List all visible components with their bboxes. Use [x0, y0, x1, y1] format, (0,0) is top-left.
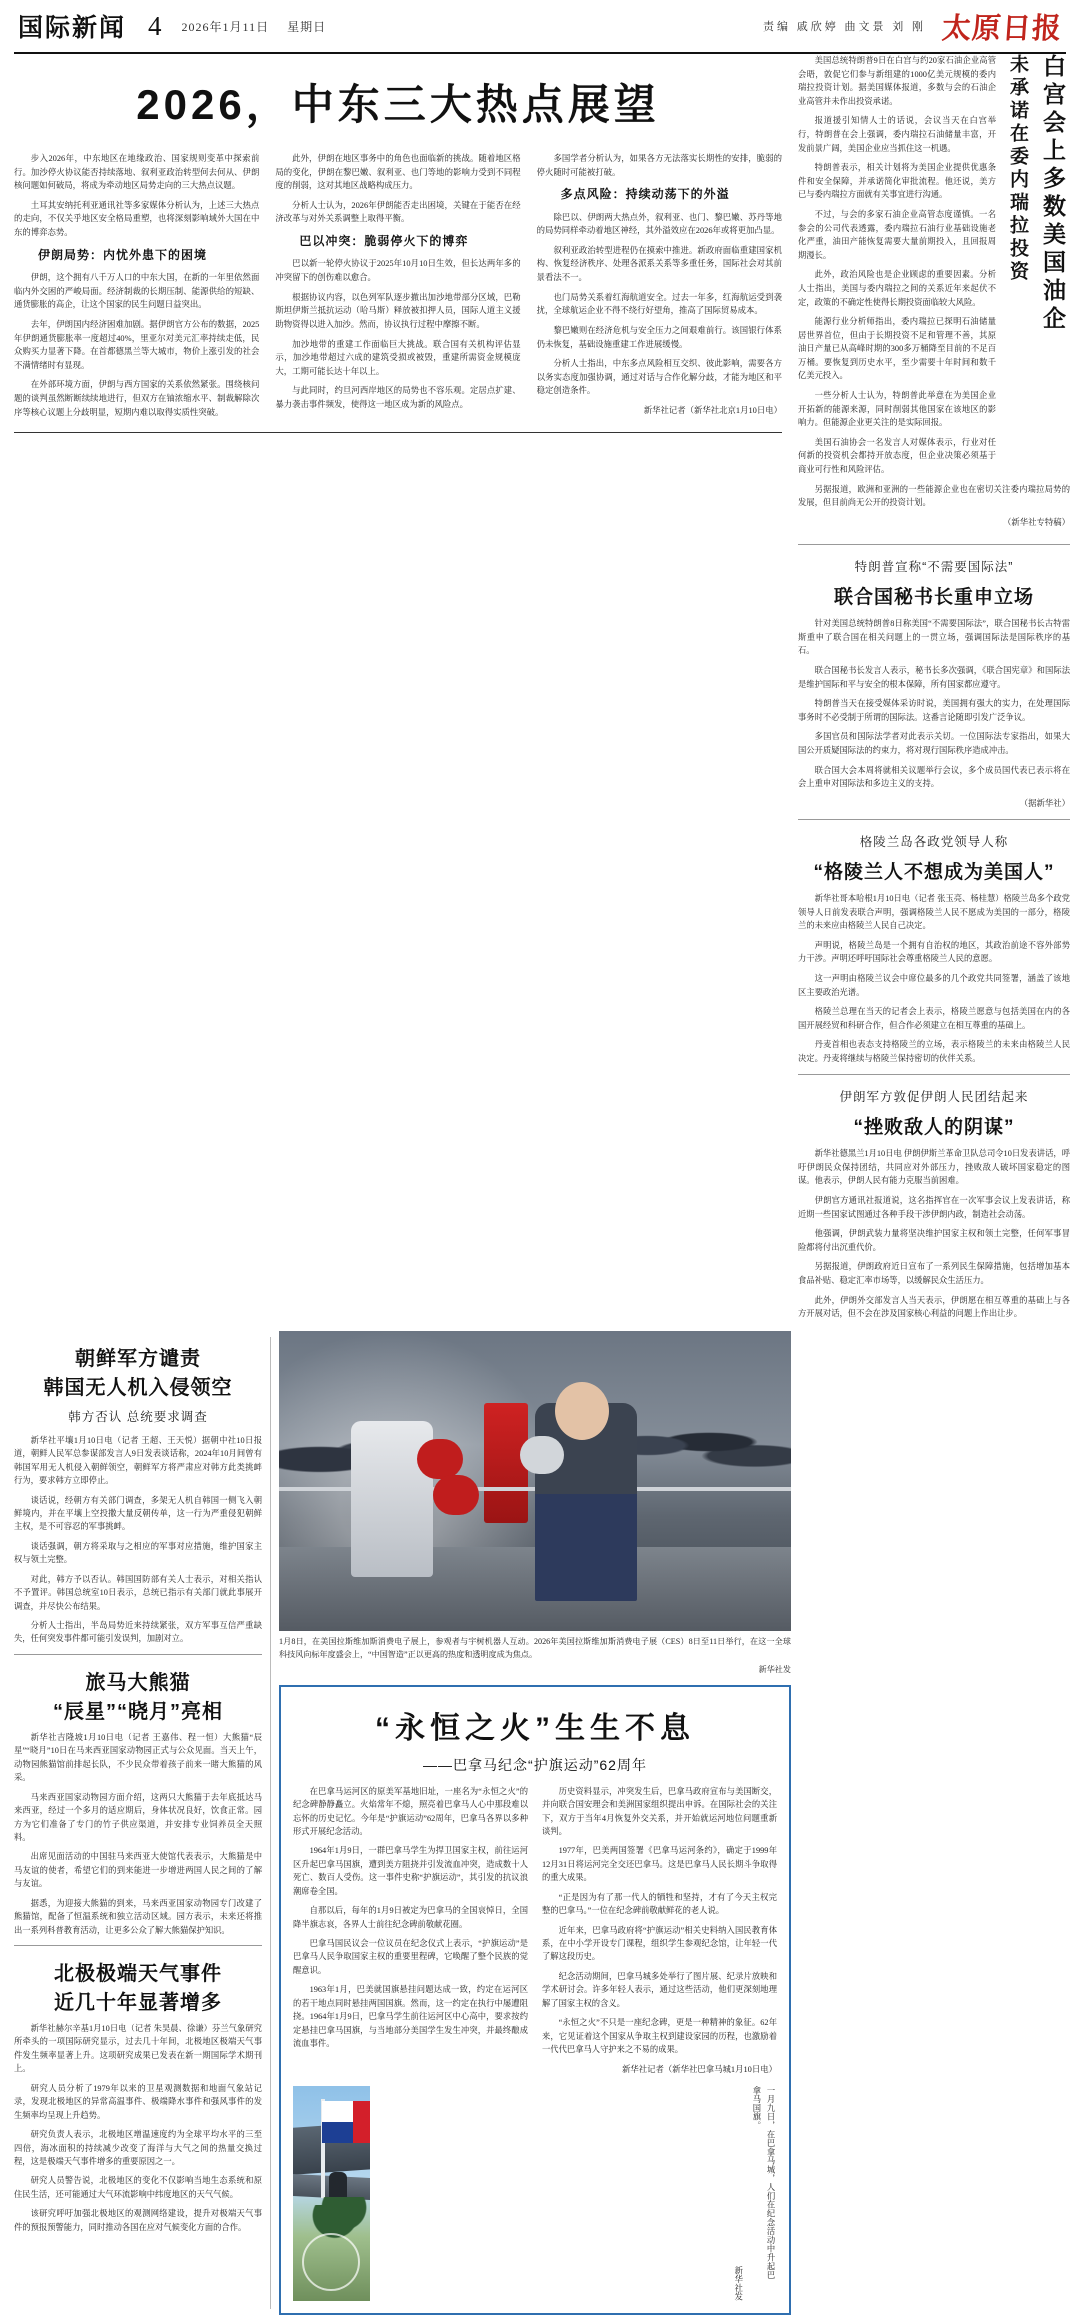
paragraph: 新华社德黑兰1月10日电 伊朗伊斯兰革命卫队总司令10日发表讲话，呼吁伊朗民众保持团结，共同应对外部压力，挫败敌人破坏国家稳定的图谋。他表示，伊朗人民有能力克服当前困难。: [798, 1149, 1070, 1186]
lead-paragraph: 与此同时，约旦河西岸地区的局势也不容乐观。定居点扩建、暴力袭击事件频发，使得这一地区成为新的风险点。: [275, 386, 521, 409]
paragraph: 谈话强调，朝方将采取与之相应的军事对应措施，维护国家主权与领土完整。: [14, 1541, 262, 1565]
feature-byline: 新华社记者（新华社巴拿马城1月10日电）: [622, 2064, 777, 2074]
paragraph: 出席见面活动的中国驻马来西亚大使馆代表表示，大熊猫是中马友谊的使者，希望它们的到来能进一步增进两国人民之间的了解与友谊。: [14, 1852, 262, 1889]
newspaper-logo: 太原日报: [940, 12, 1063, 45]
paragraph: 声明说，格陵兰岛是一个拥有自治权的地区，其政治前途不容外部势力干涉。声明还呼吁国际社会尊重格陵兰人民的意愿。: [798, 940, 1070, 964]
paragraph: 特朗普当天在接受媒体采访时说，美国拥有强大的实力，在处理国际事务时不必受制于所谓的国际法。这番言论随即引发广泛争议。: [798, 699, 1070, 722]
lead-headline: 2026，中东三大热点展望: [136, 81, 660, 128]
paragraph: 联合国大会本周将就相关议题举行会议，多个成员国代表已表示将在会上重申对国际法和多边主义的支持。: [798, 765, 1070, 789]
paragraph: 针对美国总统特朗普8日称美国“不需要国际法”，联合国秘书长古特雷斯重申了联合国在相关问题上的一贯立场，强调国际法是国际秩序的基石。: [798, 619, 1070, 656]
lead-paragraph: 步入2026年，中东地区在地缘政治、国家规则变革中探索前行。加沙停火协议能否持续落地、叙利亚政治转型何去何从、伊朗核问题如何破局，将成为牵动地区局势走向的三大热点议题。: [14, 154, 260, 191]
paragraph: 巴拿马国民议会一位议员在纪念仪式上表示，“护旗运动”是巴拿马人民争取国家主权的重要里程碑，它唤醒了整个民族的觉醒意识。: [293, 1939, 528, 1975]
lead-paragraph: 根据协议内容，以色列军队逐步撤出加沙地带部分区域，巴勒斯坦伊斯兰抵抗运动（哈马斯）释放被扣押人员，国际人道主义援助物资得以进入加沙。然而，协议执行过程中摩擦不断。: [275, 292, 521, 329]
article-body: [798, 617, 1070, 810]
paragraph: 纪念活动期间，巴拿马城多处举行了图片展、纪录片放映和学术研讨会。许多年轻人表示，通过这些活动，他们更深刻地理解了国家主权的含义。: [542, 1971, 777, 2008]
lead-paragraph: 土耳其安纳托利亚通讯社等多家媒体分析认为，上述三大热点的走向，不仅关乎地区安全格局重塑，也将深刻影响域外大国在中东的博弈态势。: [14, 200, 260, 238]
paragraph: 报道援引知情人士的话说，会议当天在白宫举行，特朗普在会上强调，委内瑞拉石油储量丰富，开发前景广阔，美国企业应当抓住这一机遇。: [798, 116, 996, 153]
feature-body: [293, 1785, 777, 2076]
paragraph: 新华社哥本哈根1月10日电（记者 张玉亮、杨桂慧）格陵兰岛多个政党领导人日前发表联合声明，强调格陵兰人民不愿成为美国的一部分，格陵兰的未来应由格陵兰人民自己决定。: [798, 894, 1070, 931]
whitehouse-title-sub: 未承诺在委内瑞拉投资: [1007, 54, 1028, 284]
paragraph: 另据报道，欧洲和亚洲的一些能源企业也在密切关注委内瑞拉局势的发展，但目前尚无公开的投资计划。: [798, 484, 1070, 508]
lead-byline: 新华社记者（新华社北京1月10日电）: [643, 405, 782, 415]
article-arctic-weather: [14, 1960, 262, 2234]
article-title-line1: 朝鲜军方谴责: [75, 1347, 201, 1370]
feature-subtitle: ——巴拿马纪念“护旗运动”62周年: [423, 1756, 647, 1773]
divider: [14, 1654, 262, 1655]
panama-flag-photo: [293, 2086, 370, 2301]
lead-paragraph: 叙利亚政治转型进程仍在摸索中推进。新政府面临重建国家机构、恢复经济秩序、处理各派系关系等多重任务，国际社会对其前景看法不一。: [536, 245, 782, 283]
paragraph: 马来西亚国家动物园方面介绍，这两只大熊猫于去年底抵达马来西亚，经过一个多月的适应期后，身体状况良好，饮食正常。园方为它们准备了专门的竹子供应渠道，并安排专业饲养员全天照料。: [14, 1792, 262, 1842]
article-un-secretary-general: [798, 557, 1070, 811]
lead-paragraph: 在外部环境方面，伊朗与西方国家的关系依然紧张。围绕核问题的谈判虽然断断续续地进行，但双方在铀浓缩水平、制裁解除次序等核心议题上分歧明显，短期内难以取得实质性突破。: [14, 380, 260, 417]
lead-subheading: 伊朗局势：内忧外患下的困境: [38, 247, 208, 262]
photo-boxing-glove: [520, 1436, 564, 1474]
whitehouse-vertical-title: [1004, 54, 1070, 454]
paragraph: 多国官员和国际法学者对此表示关切。一位国际法专家指出，如果大国公开质疑国际法的约束力，将对现行国际秩序造成冲击。: [798, 732, 1070, 755]
feature-title: “永恒之火”生生不息: [375, 1711, 695, 1745]
article-title: [14, 1960, 262, 2018]
paragraph: 该研究呼吁加强北极地区的观测网络建设，提升对极端天气事件的预报预警能力，同时推动各国在应对气候变化方面的合作。: [14, 2209, 262, 2232]
left-column: [14, 1331, 262, 2315]
section-title: 国际新闻: [18, 14, 127, 42]
lead-paragraph: 此外，伊朗在地区事务中的角色也面临新的挑战。随着地区格局的变化，伊朗在黎巴嫩、叙利亚、也门等地的影响力受到不同程度的削弱，这对其地区战略构成压力。: [275, 154, 521, 191]
article-kicker: 特朗普宣称“不需要国际法”: [854, 559, 1014, 574]
article-panda: [14, 1669, 262, 1937]
article-kicker: 格陵兰岛各政党领导人称: [859, 834, 1009, 849]
paragraph: 能源行业分析师指出，委内瑞拉已探明石油储量居世界首位，但由于长期投资不足和管理不善，其原油日产量已从高峰时期的300多万桶降至目前的不足百万桶。要恢复到历史水平，至少需要十年时间和数千亿美元投入。: [798, 317, 996, 381]
feature-photo-block: [293, 2086, 777, 2301]
lead-paragraph: 加沙地带的重建工作面临巨大挑战。联合国有关机构评估显示，加沙地带超过六成的建筑受损或被毁，重建所需资金规模庞大，工期可能长达十年以上。: [275, 339, 521, 376]
paragraph: 1977年，巴美两国签署《巴拿马运河条约》，确定于1999年12月31日将运河完全交还巴拿马。这是巴拿马人民长期斗争取得的重大成果。: [542, 1846, 777, 1883]
paragraph: 自那以后，每年的1月9日被定为巴拿马的全国哀悼日，全国降半旗志哀，各界人士前往纪念碑前敬献花圈。: [293, 1906, 528, 1929]
article-title-line2: 近几十年显著增多: [54, 1992, 222, 2014]
divider: [798, 819, 1070, 820]
paragraph: 谈话说，经朝方有关部门调查，多架无人机自韩国一侧飞入朝鲜境内，并在平壤上空投撒大量反朝传单，这一行为严重侵犯朝鲜主权，是不可容忍的军事挑衅。: [14, 1495, 262, 1532]
photo-human-head: [555, 1382, 609, 1440]
right-column: [798, 54, 1070, 1327]
article-body: [14, 1731, 262, 1937]
divider: [14, 1945, 262, 1946]
masthead: [14, 0, 1066, 54]
photo-boxing-glove: [417, 1439, 463, 1479]
photo-caption: 1月8日，在美国拉斯维加斯消费电子展上，参观者与宇树机器人互动。2026年美国拉斯维加斯消费电子展（CES）8日至11日举行，在这一全球科技风向标年度盛会上，“中国智造”正以更高的热度和透明度成为焦点。: [279, 1636, 791, 1659]
paragraph: 此外，伊朗外交部发言人当天表示，伊朗愿在相互尊重的基础上与各方开展对话，但不会在涉及国家核心利益的问题上作出让步。: [798, 1295, 1070, 1319]
article-title-line1: 北极极端天气事件: [54, 1963, 222, 1985]
divider: [14, 432, 782, 433]
article-title: “格陵兰人不想成为美国人”: [813, 861, 1055, 883]
feature-photo-caption-block: [378, 2086, 777, 2301]
photo-humanoid-robot: [351, 1421, 433, 1577]
paragraph: 新华社平壤1月10日电（记者 王超、王天悦）据朝中社10日报道，朝鲜人民军总参谋部发言人9日发表谈话称，2024年10月间曾有韩国军用无人机侵入朝鲜领空，朝鲜军方将严肃应对韩方此类挑衅行为，要求韩方立即停止。: [14, 1435, 262, 1486]
article-byline: （新华社专特稿）: [1003, 517, 1070, 527]
paragraph: 此外，政治风险也是企业顾虑的重要因素。分析人士指出，美国与委内瑞拉之间的关系近年来起伏不定，政策的不确定性使得长期投资面临较大风险。: [798, 270, 996, 307]
paragraph: 美国石油协会一名发言人对媒体表示，行业对任何新的投资机会都持开放态度，但企业决策必须基于商业可行性和风险评估。: [798, 437, 996, 475]
article-title-line1: 旅马大熊猫: [85, 1671, 191, 1694]
paragraph: 格陵兰总理在当天的记者会上表示，格陵兰愿意与包括美国在内的各国开展经贸和科研合作，但合作必须建立在相互尊重的基础上。: [798, 1007, 1070, 1030]
lead-subheading: 多点风险：持续动荡下的外溢: [560, 187, 730, 202]
article-title: [14, 1669, 262, 1727]
lead-paragraph: 除巴以、伊朗两大热点外，叙利亚、也门、黎巴嫩、苏丹等地的局势同样牵动着地区神经，其外溢效应在2026年或将更加凸显。: [536, 212, 782, 236]
feature-photo-credit: 新华社发: [733, 2265, 743, 2302]
paragraph: 特朗普表示，相关计划将为美国企业提供优惠条件和安全保障，并承诺简化审批流程。他还说，美方已与委内瑞拉方面就有关事宜进行沟通。: [798, 163, 996, 200]
photo-watermark-seal: [302, 2233, 360, 2291]
lead-paragraph: 也门局势关系着红海航道安全。过去一年多，红海航运受到袭扰，全球航运企业不得不绕行好望角，推高了国际贸易成本。: [536, 292, 782, 316]
editor-credits: 责编 戚欣婷 曲文景 刘 刚: [762, 21, 926, 33]
article-title: [14, 1345, 262, 1403]
lead-article: [14, 54, 782, 1327]
paragraph: 在巴拿马运河区的原美军基地旧址，一座名为“永恒之火”的纪念碑静静矗立。火焰常年不熄，照亮着巴拿马人心中那段难以忘怀的历史记忆。今年是“护旗运动”62周年，巴拿马各界以多种形式开展纪念活动。: [293, 1786, 528, 1836]
robot-boxing-photo: [279, 1331, 791, 1631]
paragraph: 一些分析人士认为，特朗普此举意在为美国企业开拓新的能源来源，同时削弱其他国家在该地区的影响力。但能源企业更关注的是实际回报。: [798, 391, 996, 428]
photo-panama-flag: [322, 2101, 371, 2143]
article-body: [798, 892, 1070, 1066]
paragraph: 研究人员分析了1979年以来的卫星观测数据和地面气象站记录，发现北极地区的异常高温事件、极端降水事件和强风事件的发生频率均呈现上升趋势。: [14, 2083, 262, 2120]
article-title-line2: “辰星”“晓月”亮相: [53, 1700, 223, 1723]
lead-paragraph: 黎巴嫩则在经济危机与安全压力之间艰难前行。该国银行体系仍未恢复，基础设施重建工作进展缓慢。: [536, 325, 782, 349]
paragraph: 丹麦首相也表态支持格陵兰的立场，表示格陵兰的未来由格陵兰人民决定。丹麦将继续与格陵兰保持密切的伙伴关系。: [798, 1040, 1070, 1064]
paragraph: 不过，与会的多家石油企业高管态度谨慎。一名参会的公司代表透露，委内瑞拉石油行业基础设施老化严重，油田产能恢复需要大量前期投入，且回报周期漫长。: [798, 209, 996, 260]
article-byline: （据新华社）: [1019, 798, 1070, 808]
paragraph: 1963年1月，巴美就国旗悬挂问题达成一致，约定在运河区的若干地点同时悬挂两国国旗。然而，这一约定在执行中屡遭阻挠。1964年1月9日，巴拿马学生前往运河区中心高中，要求按约定悬挂巴拿马国旗，与当地部分美国学生发生冲突，并最终酿成流血事件。: [293, 1985, 528, 2049]
paragraph: “正是因为有了那一代人的牺牲和坚持，才有了今天主权完整的巴拿马。”一位在纪念碑前敬献鲜花的老人说。: [542, 1892, 777, 1916]
article-body: [14, 1434, 262, 1646]
page-number: 4: [148, 10, 162, 41]
article-dprk-drone: [14, 1345, 262, 1646]
vertical-divider: [270, 1337, 271, 2309]
paragraph: 另据报道，伊朗政府近日宣布了一系列民生保障措施，包括增加基本食品补贴、稳定汇率市场等，以缓解民众生活压力。: [798, 1262, 1070, 1285]
paragraph: 据悉，为迎接大熊猫的到来，马来西亚国家动物园专门改建了熊猫馆，配备了恒温系统和独立活动区域。园方表示，未来还将推出一系列科普教育活动，让更多公众了解大熊猫保护知识。: [14, 1898, 262, 1935]
photo-boxing-glove: [433, 1475, 479, 1515]
lead-body: [14, 152, 782, 422]
article-iran-military: [798, 1087, 1070, 1321]
article-body: [14, 2022, 262, 2234]
article-subtitle: 韩方否认 总统要求调查: [68, 1409, 208, 1424]
article-title-line2: 韩国无人机入侵领空: [43, 1376, 233, 1399]
lead-paragraph: 多国学者分析认为，如果各方无法落实长期性的安排，脆弱的停火随时可能被打破。: [536, 154, 782, 177]
paragraph: “永恒之火”不只是一座纪念碑，更是一种精神的象征。62年来，它见证着这个国家从争取主权到建设家园的历程，也激励着一代代巴拿马人守护来之不易的成果。: [542, 2018, 777, 2055]
middle-column: [279, 1331, 791, 2315]
paragraph: 1964年1月9日，一群巴拿马学生为捍卫国家主权，前往运河区升起巴拿马国旗，遭到美方阻挠并引发流血冲突，造成数十人死亡、数百人受伤。这一事件史称“护旗运动”，其引发的抗议浪潮席卷全国。: [293, 1846, 528, 1896]
article-kicker: 伊朗军方敦促伊朗人民团结起来: [839, 1089, 1029, 1104]
divider: [798, 1074, 1070, 1075]
paragraph: 他强调，伊朗武装力量将坚决维护国家主权和领土完整，任何军事冒险都将付出沉重代价。: [798, 1229, 1070, 1252]
paragraph: 分析人士指出，半岛局势近来持续紧张，双方军事互信严重缺失，任何突发事件都可能引发误判，加剧对立。: [14, 1621, 262, 1644]
paragraph: 美国总统特朗普9日在白宫与约20家石油企业高管会晤，敦促它们参与新组建的1000亿美元规模的委内瑞拉投资计划。据美国媒体报道，多数与会的石油企业高管并未作出投资承诺。: [798, 56, 996, 106]
article-title: “挫败敌人的阴谋”: [853, 1116, 1015, 1138]
paragraph: 新华社吉隆坡1月10日电（记者 王嘉伟、程一恒）大熊猫“辰星”“晓月”10日在马来西亚国家动物园正式与公众见面。当天上午，动物园熊猫馆前排起长队，不少民众带着孩子前来一睹大熊猫的风采。: [14, 1732, 262, 1783]
paragraph: 历史资料显示，冲突发生后，巴拿马政府宣布与美国断交，并向联合国安理会和美洲国家组织提出申诉。在国际社会的关注下，双方于当年4月恢复外交关系，并开始就运河地位问题重新谈判。: [542, 1786, 777, 1836]
lead-paragraph: 分析人士指出，中东多点风险相互交织、彼此影响，需要各方以务实态度加强协调，通过对话与合作化解分歧，才能为地区和平稳定创造条件。: [536, 359, 782, 396]
feature-article-panama: [279, 1685, 791, 2315]
paragraph: 联合国秘书长发言人表示，秘书长多次强调，《联合国宪章》和国际法是维护国际和平与安全的根本保障，所有国家都应遵守。: [798, 665, 1070, 689]
whitehouse-title-main: 白宫会上多数美国油企: [1040, 54, 1066, 334]
publication-date: 2026年1月11日: [181, 19, 270, 34]
photo-credit: 新华社发: [758, 1664, 791, 1674]
lead-paragraph: 分析人士认为，2026年伊朗能否走出困境，关键在于能否在经济改革与对外关系调整上取得平衡。: [275, 200, 521, 224]
lead-paragraph: 去年，伊朗国内经济困难加剧。据伊朗官方公布的数据，2025年伊朗通货膨胀率一度超过40%，里亚尔对美元汇率持续走低，民众购买力显著下降。在首都德黑兰等大城市，物价上涨引发的社会不满情绪时有显现。: [14, 319, 260, 370]
paragraph: 伊朗官方通讯社报道说，这名指挥官在一次军事会议上发表讲话，称近期一些国家试图通过各种手段干涉伊朗内政，制造社会动荡。: [798, 1196, 1070, 1219]
divider: [798, 544, 1070, 545]
article-title: 联合国秘书长重申立场: [833, 586, 1034, 608]
lead-subheading: 巴以冲突：脆弱停火下的博弈: [299, 234, 469, 249]
lead-paragraph: 伊朗，这个拥有八千万人口的中东大国，在新的一年里依然面临内外交困的严峻局面。经济制裁的长期压制、能源供给的短缺、通货膨胀的高企，让这个国家的民生问题日益突出。: [14, 273, 260, 310]
article-body: [798, 1147, 1070, 1321]
lead-paragraph: 巴以新一轮停火协议于2025年10月10日生效，但长达两年多的冲突留下的创伤难以愈合。: [275, 259, 521, 283]
paragraph: 研究负责人表示，北极地区增温速度约为全球平均水平的三至四倍，海冰面积的持续减少改变了海洋与大气之间的热量交换过程，这是极端天气事件增多的重要原因之一。: [14, 2130, 262, 2166]
feature-photo-caption: 一月九日，在巴拿马城，人们在纪念活动中升起巴拿马国旗。: [751, 2086, 775, 2280]
paragraph: 新华社赫尔辛基1月10日电（记者 朱昊晨、徐谦）芬兰气象研究所牵头的一项国际研究显示，过去几十年间，北极地区极端天气事件发生频率显著上升。这项研究成果已发表在新一期国际学术期刊上。: [14, 2024, 262, 2074]
weekday: 星期日: [287, 19, 327, 34]
paragraph: 研究人员警告说，北极地区的变化不仅影响当地生态系统和原住民生活，还可能通过大气环流影响中纬度地区的天气气候。: [14, 2176, 262, 2199]
article-greenland: [798, 832, 1070, 1066]
paragraph: 对此，韩方予以否认。韩国国防部有关人士表示，对相关指认不予置评。韩国总统室10日表示，总统已指示有关部门就此事展开调查，并尽快公布结果。: [14, 1574, 262, 1611]
paragraph: 近年来，巴拿马政府将“护旗运动”相关史料纳入国民教育体系，在中小学开设专门课程，组织学生参观纪念馆，让年轻一代了解这段历史。: [542, 1925, 777, 1962]
paragraph: 这一声明由格陵兰议会中席位最多的几个政党共同签署，涵盖了该地区主要政治光谱。: [798, 974, 1070, 997]
